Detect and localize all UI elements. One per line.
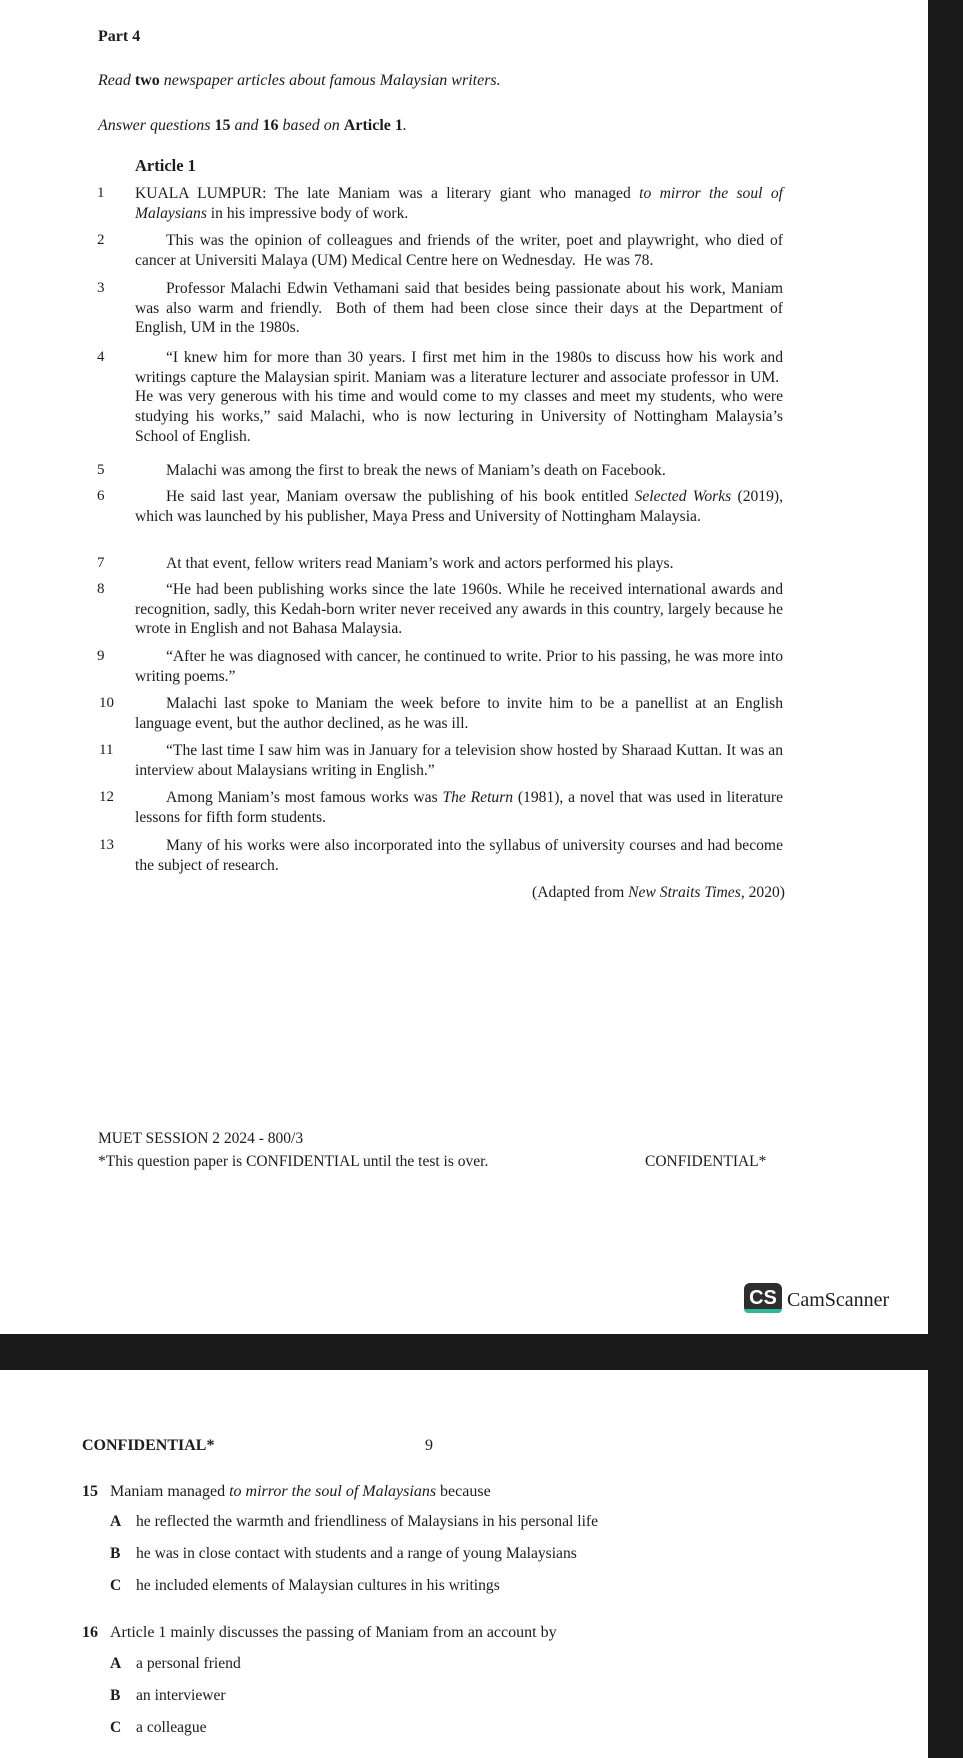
option-text: he included elements of Malaysian cultures in his writings bbox=[136, 1577, 500, 1594]
paragraph-number: 2 bbox=[97, 232, 105, 248]
paragraph-text: Professor Malachi Edwin Vethamani said that besides being passionate about his work, Maniam was also warm and friendly. Both of them had been close since their days at the Department of English, UM in the 1980s. bbox=[135, 280, 783, 337]
paragraph-text: “After he was diagnosed with cancer, he continued to write. Prior to his passing, he was more into writing poems.” bbox=[135, 648, 783, 685]
paragraph-number: 7 bbox=[97, 555, 105, 571]
paragraph-text: “I knew him for more than 30 years. I first met him in the 1980s to discuss how his work and writings capture the Malaysian spirit. Maniam was a literature lecturer and associate professor in UM. He was very generous with his time and would come to my classes and meet my students, who were studying his works,” said Malachi, who is now lecturing in University of Nottingham Malaysia’s School of English. bbox=[135, 349, 783, 445]
option-letter: B bbox=[110, 1545, 121, 1562]
camscanner-label: CamScanner bbox=[787, 1289, 890, 1311]
paragraph-number: 12 bbox=[99, 789, 114, 805]
camscanner-logo-icon: CS bbox=[744, 1283, 782, 1313]
paragraph-text: “The last time I saw him was in January for a television show hosted by Sharaad Kuttan. It was an interview about Malaysians writing in English.” bbox=[135, 742, 783, 779]
option-text: a colleague bbox=[136, 1719, 207, 1736]
page2-confidential: CONFIDENTIAL* bbox=[82, 1437, 215, 1454]
option-letter: C bbox=[110, 1719, 122, 1736]
page2-number: 9 bbox=[425, 1437, 433, 1454]
paragraph-text: Malachi last spoke to Maniam the week before to invite him to be a panellist at an English language event, but the author declined, as he was ill. bbox=[135, 695, 783, 732]
paragraph-text: Among Maniam’s most famous works was The Return (1981), a novel that was used in literature lessons for fifth form students. bbox=[135, 789, 784, 826]
option-text: he reflected the warmth and friendliness of Malaysians in his personal life bbox=[136, 1513, 599, 1530]
option-text: an interviewer bbox=[136, 1687, 226, 1704]
paragraph-number: 8 bbox=[97, 581, 105, 597]
question-16-option-b[interactable] bbox=[110, 1687, 226, 1705]
paragraph-text: This was the opinion of colleagues and friends of the writer, poet and playwright, who died of cancer at Universiti Malaya (UM) Medical Centre here on Wednesday. He was 78. bbox=[135, 232, 783, 269]
paragraph-number: 6 bbox=[97, 488, 105, 504]
question-16-option-c[interactable] bbox=[110, 1719, 207, 1737]
instruction-read: Read two newspaper articles about famous Malaysian writers. bbox=[98, 72, 501, 89]
question-15-option-a[interactable] bbox=[110, 1513, 598, 1531]
paragraph-number: 9 bbox=[97, 648, 105, 664]
part-title: Part 4 bbox=[98, 28, 141, 45]
paragraph-number: 10 bbox=[99, 695, 114, 711]
footer-note: *This question paper is CONFIDENTIAL until the test is over. bbox=[98, 1153, 489, 1170]
question-16: 16 Article 1 mainly discusses the passing of Maniam from an account by bbox=[82, 1624, 557, 1641]
option-text: he was in close contact with students and a range of young Malaysians bbox=[136, 1545, 577, 1562]
option-letter: A bbox=[110, 1513, 122, 1530]
option-letter: B bbox=[110, 1687, 121, 1704]
paragraph-number: 13 bbox=[99, 837, 114, 853]
paragraph-text: He said last year, Maniam oversaw the publishing of his book entitled Selected Works (2019), which was launched by his publisher, Maya Press and University of Nottingham Malaysia. bbox=[135, 488, 783, 525]
paragraph-text: Malachi was among the first to break the news of Maniam’s death on Facebook. bbox=[166, 462, 666, 479]
question-16-option-a[interactable] bbox=[110, 1655, 241, 1673]
paragraph-text: “He had been publishing works since the late 1960s. While he received international awards and recognition, sadly, this Kedah-born writer never received any awards in this country, largely because he wrote in English and not Bahasa Malaysia. bbox=[135, 581, 783, 638]
option-text: a personal friend bbox=[136, 1655, 241, 1672]
instruction-answer: Answer questions 15 and 16 based on Article 1. bbox=[98, 117, 407, 134]
question-15-option-c[interactable] bbox=[110, 1577, 500, 1595]
paragraph-number: 1 bbox=[97, 185, 105, 201]
article-source: (Adapted from New Straits Times, 2020) bbox=[532, 884, 785, 901]
footer-session: MUET SESSION 2 2024 - 800/3 bbox=[98, 1130, 304, 1147]
paragraph-number: 11 bbox=[99, 742, 114, 758]
footer-confidential: CONFIDENTIAL* bbox=[645, 1153, 767, 1170]
paragraph-text: At that event, fellow writers read Maniam’s work and actors performed his plays. bbox=[166, 555, 674, 572]
paragraph-number: 5 bbox=[97, 462, 105, 478]
article-title: Article 1 bbox=[135, 156, 196, 175]
option-letter: A bbox=[110, 1655, 122, 1672]
paragraph-number: 3 bbox=[97, 280, 105, 296]
question-15: 15 Maniam managed to mirror the soul of Malaysians because bbox=[82, 1483, 491, 1500]
paragraph-text: Many of his works were also incorporated into the syllabus of university courses and had become the subject of research. bbox=[135, 837, 783, 874]
option-letter: C bbox=[110, 1577, 122, 1594]
paragraph-number: 4 bbox=[97, 349, 105, 365]
question-15-option-b[interactable] bbox=[110, 1545, 577, 1563]
paragraph-text: KUALA LUMPUR: The late Maniam was a literary giant who managed to mirror the soul of Malaysians in his impressive body of work. bbox=[135, 185, 783, 222]
